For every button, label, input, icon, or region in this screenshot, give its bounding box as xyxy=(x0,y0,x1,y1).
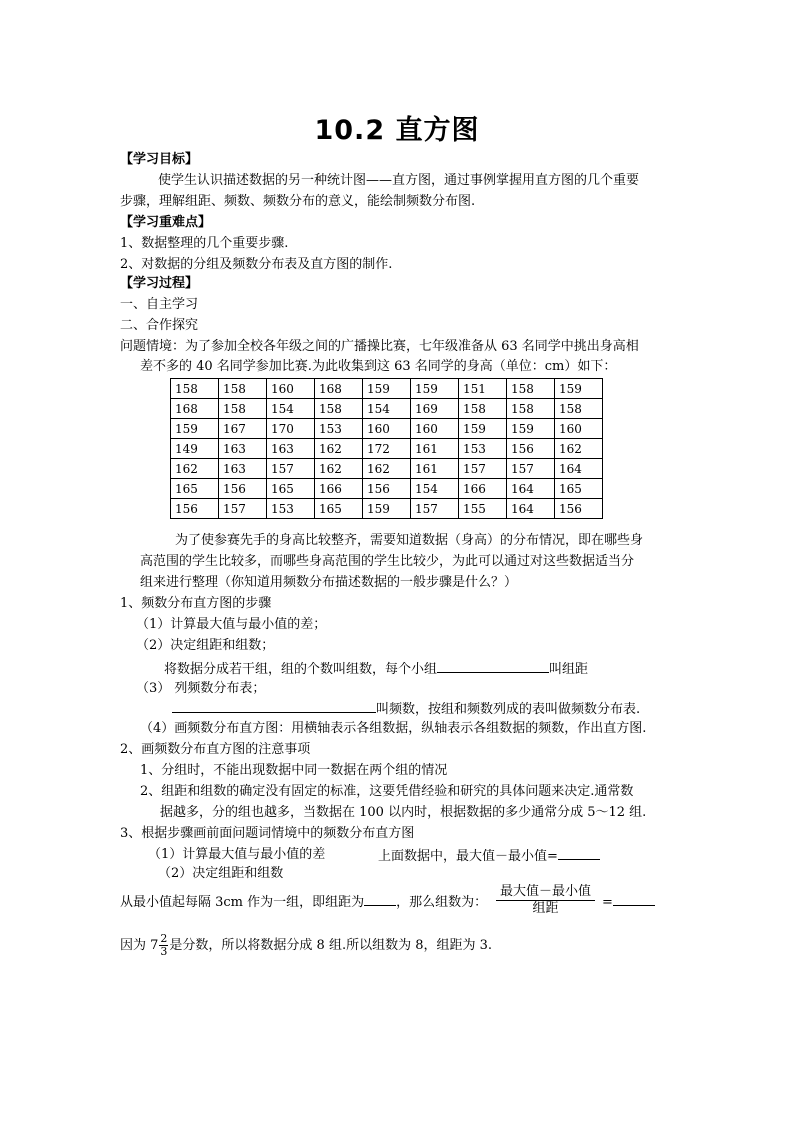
step-2: （2）决定组距和组数； xyxy=(136,638,275,653)
step-2-detail xyxy=(164,658,588,680)
table-cell: 149 xyxy=(171,439,219,459)
group-width-value-blank[interactable] xyxy=(364,891,396,906)
table-cell: 168 xyxy=(315,379,363,399)
table-cell: 165 xyxy=(267,479,315,499)
table-cell: 158 xyxy=(507,399,555,419)
table-cell: 158 xyxy=(555,399,603,419)
table-cell: 162 xyxy=(555,439,603,459)
table-cell: 164 xyxy=(555,459,603,479)
conclusion-prefix: 因为 7 xyxy=(120,938,159,953)
table-cell: 172 xyxy=(363,439,411,459)
conclusion-text: 是分数，所以将数据分成 8 组.所以组数为 8，组距为 3. xyxy=(169,938,493,953)
table-cell: 157 xyxy=(219,499,267,519)
note-2-line-2: 据越多，分的组也越多，当数据在 100 以内时，根据数据的多少通常分成 5～12 组. xyxy=(160,805,647,820)
mixed-fraction xyxy=(159,933,168,958)
difficulty-item-1: 1、数据整理的几个重要步骤. xyxy=(120,236,289,251)
frequency-blank[interactable] xyxy=(172,698,376,713)
table-cell: 163 xyxy=(219,439,267,459)
table-cell: 162 xyxy=(171,459,219,479)
table-cell: 159 xyxy=(363,499,411,519)
table-cell: 162 xyxy=(315,459,363,479)
table-row xyxy=(171,399,603,419)
table-cell: 160 xyxy=(267,379,315,399)
steps-heading: 1、频数分布直方图的步骤 xyxy=(120,596,272,611)
difficulty-item-2: 2、对数据的分组及频数分布表及直方图的制作. xyxy=(120,257,393,272)
table-cell: 160 xyxy=(555,419,603,439)
table-cell: 156 xyxy=(363,479,411,499)
table-cell: 167 xyxy=(219,419,267,439)
table-cell: 159 xyxy=(411,379,459,399)
difficulties-heading: 【学习重难点】 xyxy=(120,215,212,230)
table-cell: 160 xyxy=(411,419,459,439)
table-cell: 157 xyxy=(267,459,315,479)
apply-step-3 xyxy=(120,891,487,913)
conclusion-line xyxy=(120,933,492,958)
step-1: （1）计算最大值与最小值的差； xyxy=(136,617,327,632)
table-cell: 163 xyxy=(267,439,315,459)
table-cell: 156 xyxy=(219,479,267,499)
table-cell: 159 xyxy=(459,419,507,439)
table-cell: 169 xyxy=(411,399,459,419)
table-row xyxy=(171,419,603,439)
table-cell: 165 xyxy=(555,479,603,499)
para-line-2: 高范围的学生比较多，而哪些身高范围的学生比较少，为此可以通过对这些数据适当分 xyxy=(140,554,635,569)
table-cell: 165 xyxy=(315,499,363,519)
table-cell: 164 xyxy=(507,479,555,499)
table-cell: 158 xyxy=(219,399,267,419)
process-part-2: 二、合作探究 xyxy=(120,318,199,333)
apply-step-1: （1）计算最大值与最小值的差 xyxy=(148,847,326,862)
table-cell: 163 xyxy=(219,459,267,479)
table-cell: 153 xyxy=(459,439,507,459)
table-cell: 164 xyxy=(507,499,555,519)
step-3-detail xyxy=(172,698,640,720)
group-width-blank[interactable] xyxy=(437,658,549,673)
table-cell: 156 xyxy=(555,499,603,519)
heights-table xyxy=(170,378,603,519)
table-cell: 162 xyxy=(363,459,411,479)
table-cell: 159 xyxy=(507,419,555,439)
note-1: 1、分组时，不能出现数据中同一数据在两个组的情况 xyxy=(140,763,448,778)
notes-heading: 2、画频数分布直方图的注意事项 xyxy=(120,742,311,757)
objectives-heading: 【学习目标】 xyxy=(120,152,199,167)
table-cell: 158 xyxy=(507,379,555,399)
table-cell: 154 xyxy=(363,399,411,419)
step-3: （3） 列频数分布表； xyxy=(136,681,266,696)
table-row xyxy=(171,459,603,479)
note-2-line-1: 2、组距和组数的确定没有固定的标准，这要凭借经验和研究的具体问题来决定.通常数 xyxy=(140,784,634,799)
table-cell: 157 xyxy=(411,499,459,519)
step-3-detail-text: 叫频数，按组和频数列成的表叫做频数分布表. xyxy=(376,702,641,717)
fraction-denominator: 组距 xyxy=(532,901,559,916)
table-cell: 160 xyxy=(363,419,411,439)
table-row xyxy=(171,379,603,399)
para-line-1: 为了使参赛先手的身高比较整齐，需要知道数据（身高）的分布情况，即在哪些身 xyxy=(175,533,644,548)
table-row xyxy=(171,439,603,459)
table-cell: 166 xyxy=(315,479,363,499)
table-row xyxy=(171,479,603,499)
table-cell: 158 xyxy=(219,379,267,399)
table-cell: 168 xyxy=(171,399,219,419)
group-count-label: ，那么组数为： xyxy=(396,895,488,910)
table-cell: 161 xyxy=(411,439,459,459)
table-cell: 153 xyxy=(315,419,363,439)
apply-step-2: （2）决定组距和组数 xyxy=(158,866,284,881)
objectives-text-line1: 使学生认识描述数据的另一种统计图——直方图，通过事例掌握用直方图的几个重要 xyxy=(158,173,640,188)
group-count-fraction xyxy=(496,884,595,917)
equals-sign: = xyxy=(602,895,613,910)
table-cell: 155 xyxy=(459,499,507,519)
table-cell: 162 xyxy=(315,439,363,459)
table-cell: 151 xyxy=(459,379,507,399)
table-cell: 170 xyxy=(267,419,315,439)
max-min-label: 上面数据中，最大值－最小值= xyxy=(378,849,558,864)
fraction-numerator: 最大值－最小值 xyxy=(496,884,595,901)
table-cell: 159 xyxy=(171,419,219,439)
para-line-3: 组来进行整理（你知道用频数分布描述数据的一般步骤是什么？） xyxy=(140,575,518,590)
group-count-result xyxy=(602,891,655,913)
problem-line-1: 问题情境：为了参加全校各年级之间的广播操比赛，七年级准备从 63 名同学中挑出身高相 xyxy=(120,339,639,354)
table-cell: 157 xyxy=(459,459,507,479)
apply-step-1-right xyxy=(378,845,600,867)
table-cell: 153 xyxy=(267,499,315,519)
process-heading: 【学习过程】 xyxy=(120,276,199,291)
apply-heading: 3、根据步骤画前面问题词情境中的频数分布直方图 xyxy=(120,826,415,841)
group-count-blank[interactable] xyxy=(613,891,655,906)
page-title: 10.2 直方图 xyxy=(314,115,480,146)
table-cell: 158 xyxy=(459,399,507,419)
group-width-label: 从最小值起每隔 3cm 作为一组，即组距为 xyxy=(120,895,365,910)
table-cell: 157 xyxy=(507,459,555,479)
step-4: （4）画频数分布直方图：用横轴表示各组数据，纵轴表示各组数据的频数，作出直方图. xyxy=(140,721,647,736)
table-cell: 161 xyxy=(411,459,459,479)
table-cell: 158 xyxy=(171,379,219,399)
problem-line-2: 差不多的 40 名同学参加比赛.为此收集到这 63 名同学的身高（单位：cm）如下： xyxy=(140,359,617,374)
max-min-blank[interactable] xyxy=(558,845,600,860)
table-cell: 159 xyxy=(555,379,603,399)
process-part-1: 一、自主学习 xyxy=(120,297,199,312)
table-cell: 156 xyxy=(171,499,219,519)
table-cell: 154 xyxy=(411,479,459,499)
mixed-fraction-numerator: 2 xyxy=(160,932,168,945)
step-2-detail-a: 将数据分成若干组，组的个数叫组数，每个小组 xyxy=(164,662,438,677)
mixed-fraction-denominator: 3 xyxy=(160,945,168,958)
objectives-text-line2: 步骤，理解组距、频数、频数分布的意义，能绘制频数分布图. xyxy=(120,194,476,209)
table-cell: 165 xyxy=(171,479,219,499)
table-row xyxy=(171,499,603,519)
table-cell: 154 xyxy=(267,399,315,419)
table-cell: 159 xyxy=(363,379,411,399)
step-2-detail-b: 叫组距 xyxy=(549,662,589,677)
table-cell: 166 xyxy=(459,479,507,499)
table-cell: 158 xyxy=(315,399,363,419)
table-cell: 156 xyxy=(507,439,555,459)
